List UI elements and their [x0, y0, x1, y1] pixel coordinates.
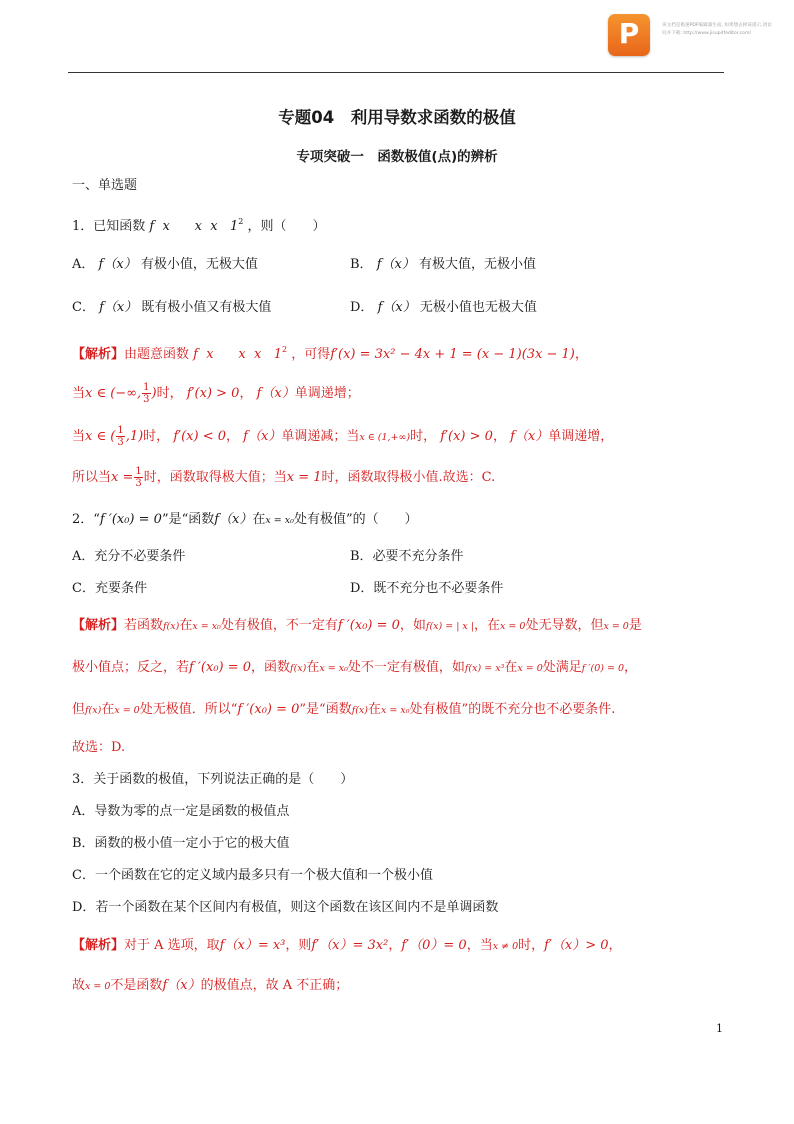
- q1-solution-line-4: 所以当x = $\frac{1}{3}$ 时，函数取得极大值；当x = 1时，函数取得极小值.故选：C.: [72, 466, 496, 489]
- page-number: 1: [716, 1022, 723, 1035]
- q2-option-c: C．充要条件: [72, 581, 147, 596]
- q3-option-d: D．若一个函数在某个区间内有极值，则这个函数在该区间内不是单调函数: [72, 900, 499, 915]
- fraction: $\frac{1}{3}$: [143, 382, 150, 405]
- q1-solution-line-1: 【解析】由题意函数 f x x x $1^2$ ，可得f′(x) = 3x² − 4x + 1 = (x − 1)(3x − 1)，: [72, 345, 588, 362]
- page-subtitle: 专项突破一 函数极值(点)的辨析: [296, 149, 498, 165]
- page-title: 专题04 利用导数求函数的极值: [278, 108, 516, 127]
- q2-option-d: D．既不充分也不必要条件: [350, 581, 504, 596]
- q2-solution-line-4: 故选：D.: [72, 740, 126, 755]
- q1-stem: 1．已知函数 f x x x $1^2$ ，则（ ）: [72, 217, 326, 234]
- q2-solution-line-2: 极小值点；反之，若f ′(x₀) = 0，函数f(x)在x = x₀处不一定有极值，如f(x) = x³在x = 0处满足f ′(0) = 0，: [72, 660, 638, 675]
- q3-option-b: B．函数的极小值一定小于它的极大值: [72, 836, 290, 851]
- q2-stem: 2．“f ′(x₀) = 0”是“函数f（x）在x = x₀处有极值”的（ ）: [72, 512, 418, 527]
- section-heading: 一、单选题: [72, 178, 138, 193]
- logo-letter: P: [618, 17, 640, 50]
- pdf-editor-logo: [608, 14, 650, 56]
- q3-option-a: A．导数为零的点一定是函数的极值点: [72, 804, 290, 819]
- q2-option-b: B．必要不充分条件: [350, 549, 464, 564]
- q2-option-a: A．充分不必要条件: [72, 549, 186, 564]
- q1-option-c: C． f（x） 既有极小值又有极大值: [72, 300, 272, 315]
- q3-solution-line-2: 故x = 0不是函数f（x）的极值点，故 A 不正确；: [72, 978, 349, 993]
- q3-stem: 3．关于函数的极值，下列说法正确的是（ ）: [72, 772, 354, 787]
- q1-option-d: D． f（x） 无极小值也无极大值: [350, 300, 537, 315]
- q3-solution-line-1: 【解析】对于 A 选项，取f（x）= x³，则f′（x）= 3x²，f′（0）= 0，当x ≠ 0时，f′（x）> 0，: [72, 938, 622, 953]
- q1-option-b: B． f（x） 有极大值，无极小值: [350, 257, 537, 272]
- q2-solution-line-1: 【解析】若函数f(x)在x = x₀处有极值，不一定有f ′(x₀) = 0，如f(x) = | x |，在x = 0处无导数，但x = 0是: [72, 618, 642, 633]
- q3-option-c: C．一个函数在它的定义域内最多只有一个极大值和一个极小值: [72, 868, 433, 883]
- q1-solution-line-2: 当x ∈ (−∞, $\frac{1}{3}$ )时， f′(x) > 0， f（x）单调递增；: [72, 382, 360, 405]
- q1-solution-line-3: 当x ∈ ( $\frac{1}{3}$ ,1)时， f′(x) < 0， f（x）单调递减；当x ∈ (1,+∞)时， f′(x) > 0， f（x）单调递增，: [72, 425, 614, 448]
- header-rule: [68, 72, 724, 73]
- fraction: $\frac{1}{3}$: [117, 425, 124, 448]
- fraction: $\frac{1}{3}$: [135, 466, 142, 489]
- q2-solution-line-3: 但f(x)在x = 0处无极值．所以“f ′(x₀) = 0”是“函数f(x)在x = x₀处有极值”的既不充分也不必要条件.: [72, 702, 616, 717]
- editor-watermark-note: 该文档是极速PDF编辑器生成, 如果想去掉该提示,请访问并下载: http://www.jisupdfeditor.com/: [662, 23, 772, 36]
- q1-option-a: A． f（x） 有极小值，无极大值: [72, 257, 258, 272]
